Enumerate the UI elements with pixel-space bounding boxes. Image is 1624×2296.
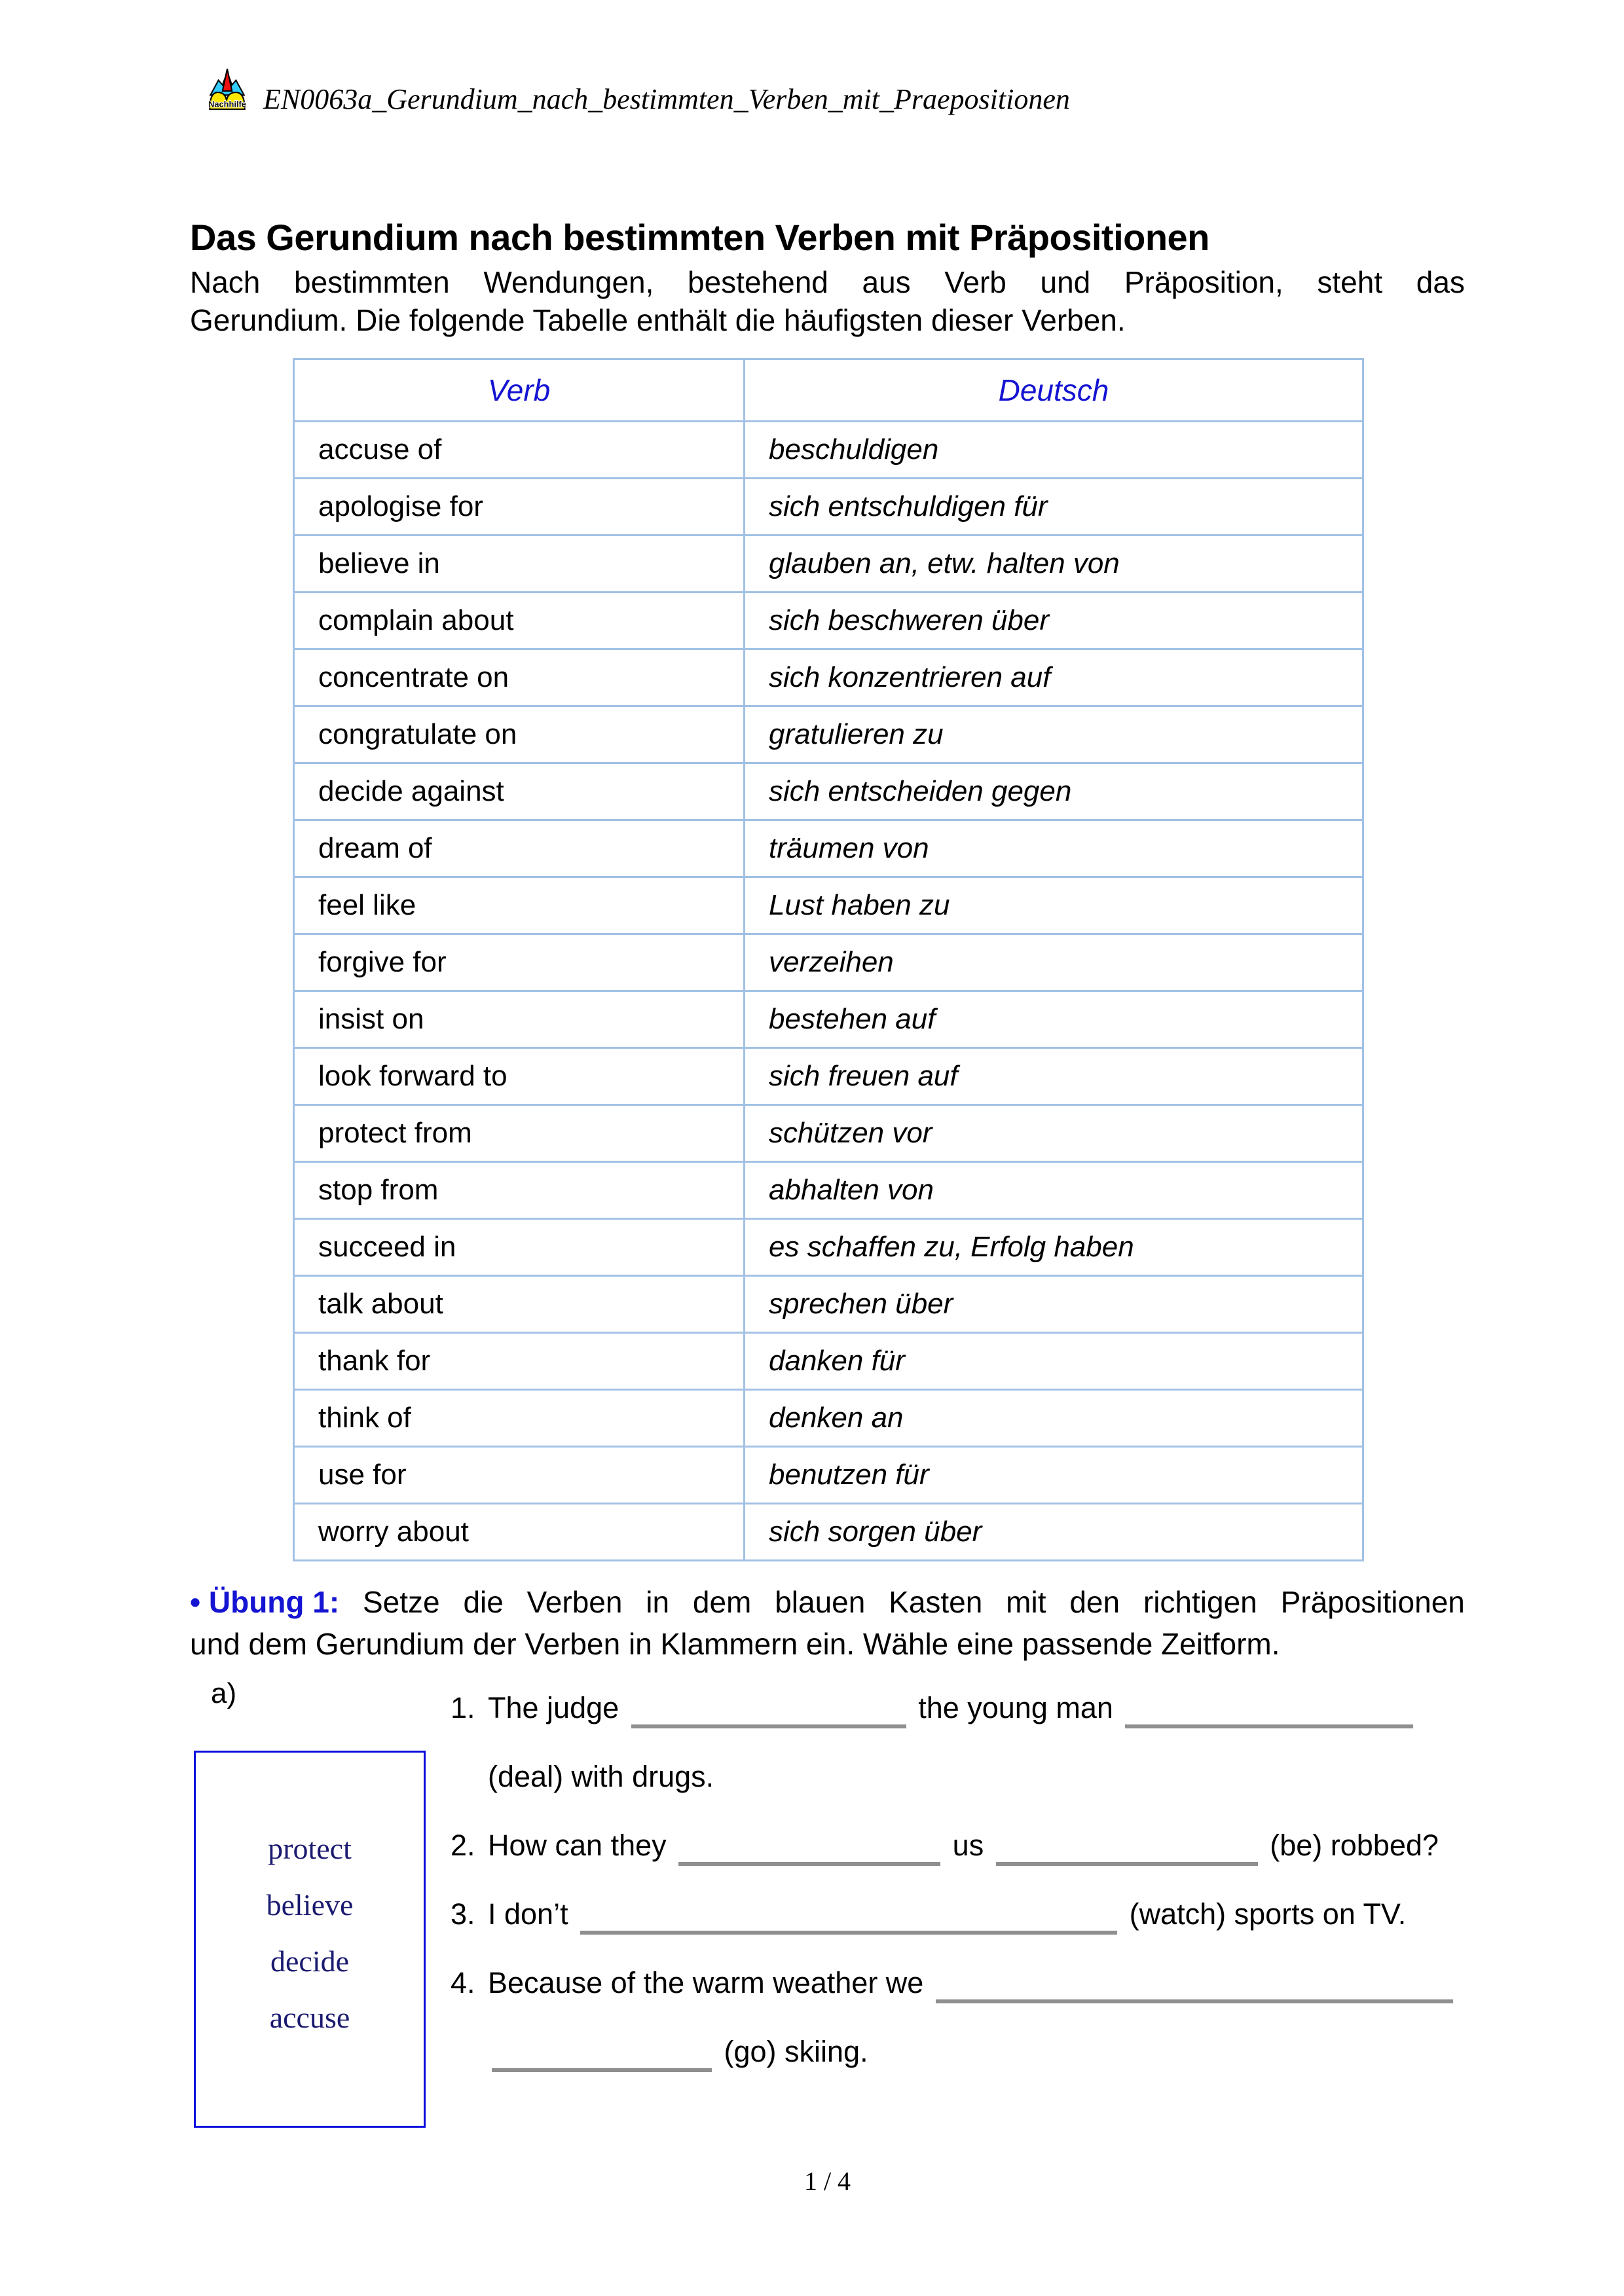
translation-cell: denken an	[745, 1390, 1363, 1447]
answer-blank	[631, 1724, 906, 1728]
item-number: 1.	[451, 1691, 475, 1724]
answer-blank	[492, 2068, 712, 2072]
table-row	[294, 592, 1363, 649]
exercise-line	[488, 2033, 1498, 2102]
verb-cell: use for	[294, 1447, 745, 1504]
word-box-item: accuse	[269, 2001, 350, 2034]
exercise-instruction-line1	[190, 1584, 1465, 1620]
verb-cell: decide against	[294, 763, 745, 820]
sentence-text: (go) skiing.	[724, 2035, 868, 2068]
exercise-title-label: • Übung 1:	[190, 1585, 340, 1619]
verb-cell: dream of	[294, 820, 745, 877]
instruction-word: Präpositionen	[1280, 1585, 1465, 1619]
exercise-instruction-line2: und dem Gerundium der Verben in Klammern ein. Wähle eine passende Zeitform.	[190, 1627, 1280, 1661]
instruction-word: dem	[692, 1585, 752, 1619]
translation-cell: sich entschuldigen für	[745, 479, 1363, 536]
table-header-row	[294, 359, 1363, 422]
instruction-word: den	[1069, 1585, 1120, 1619]
page-title: Das Gerundium nach bestimmten Verben mit Präpositionen	[190, 216, 1209, 258]
translation-cell: beschuldigen	[745, 422, 1363, 479]
logo-text: Nachhilfe	[208, 99, 246, 109]
translation-cell: danken für	[745, 1333, 1363, 1390]
sentence-text: (watch) sports on TV.	[1129, 1897, 1407, 1931]
intro-word: das	[1416, 265, 1465, 299]
word-box-item: decide	[270, 1944, 350, 1978]
verb-cell: think of	[294, 1390, 745, 1447]
table-row	[294, 991, 1363, 1048]
sentence-text: I don’t	[488, 1897, 568, 1931]
item-number: 2.	[451, 1829, 475, 1862]
verb-word-box	[194, 1751, 426, 2128]
exercise-line	[488, 1758, 1498, 1827]
sentence-text: (be) robbed?	[1270, 1829, 1439, 1862]
translation-cell: sich beschweren über	[745, 592, 1363, 649]
table-row	[294, 706, 1363, 763]
verb-cell: stop from	[294, 1162, 745, 1219]
instruction-word: mit	[1006, 1585, 1046, 1619]
intro-word: Verb	[944, 265, 1006, 299]
intro-word: Präposition,	[1124, 265, 1283, 299]
table-row	[294, 1219, 1363, 1276]
answer-blank	[936, 1999, 1453, 2003]
verb-cell: succeed in	[294, 1219, 745, 1276]
instruction-word: blauen	[775, 1585, 866, 1619]
word-box-item: protect	[268, 1832, 352, 1865]
verb-cell: insist on	[294, 991, 745, 1048]
table-row	[294, 820, 1363, 877]
column-header-verb: Verb	[294, 359, 745, 422]
table-row	[294, 649, 1363, 706]
verb-cell: complain about	[294, 592, 745, 649]
verb-cell: look forward to	[294, 1048, 745, 1105]
verb-cell: accuse of	[294, 422, 745, 479]
translation-cell: glauben an, etw. halten von	[745, 536, 1363, 592]
translation-cell: abhalten von	[745, 1162, 1363, 1219]
intro-word: steht	[1317, 265, 1383, 299]
table-row	[294, 1105, 1363, 1162]
word-box-item: believe	[266, 1888, 354, 1922]
translation-cell: Lust haben zu	[745, 877, 1363, 934]
translation-cell: sprechen über	[745, 1276, 1363, 1333]
answer-blank	[1125, 1724, 1413, 1728]
table-row	[294, 479, 1363, 536]
exercise-line	[451, 1964, 1498, 2033]
instruction-word: Setze	[363, 1585, 440, 1619]
intro-word: aus	[862, 265, 911, 299]
translation-cell: sich konzentrieren auf	[745, 649, 1363, 706]
intro-word: Wendungen,	[483, 265, 654, 299]
sentence-text: the young man	[918, 1691, 1113, 1724]
item-number: 4.	[451, 1966, 475, 1999]
translation-cell: bestehen auf	[745, 991, 1363, 1048]
verb-translation-table	[293, 358, 1364, 1561]
answer-blank	[678, 1862, 940, 1866]
table-row	[294, 1333, 1363, 1390]
table-row	[294, 1162, 1363, 1219]
table-row	[294, 1504, 1363, 1561]
table-row	[294, 1276, 1363, 1333]
sentence-text: us	[952, 1829, 984, 1862]
table-row	[294, 934, 1363, 991]
instruction-word: Verben	[526, 1585, 623, 1619]
table-row	[294, 1390, 1363, 1447]
intro-paragraph-line2: Gerundium. Die folgende Tabelle enthält die häufigsten dieser Verben.	[190, 303, 1126, 337]
gap-fill-exercise	[451, 1689, 1498, 2102]
page-number: 1 / 4	[803, 2166, 851, 2196]
intro-word: bestehend	[688, 265, 828, 299]
instruction-word: richtigen	[1143, 1585, 1257, 1619]
translation-cell: verzeihen	[745, 934, 1363, 991]
verb-cell: congratulate on	[294, 706, 745, 763]
verb-cell: thank for	[294, 1333, 745, 1390]
exercise-line	[451, 1689, 1498, 1758]
verb-cell: worry about	[294, 1504, 745, 1561]
table-row	[294, 422, 1363, 479]
translation-cell: schützen vor	[745, 1105, 1363, 1162]
translation-cell: sich freuen auf	[745, 1048, 1363, 1105]
verb-cell: forgive for	[294, 934, 745, 991]
intro-word: Nach	[190, 265, 261, 299]
exercise-line	[451, 1895, 1498, 1964]
instruction-word: in	[646, 1585, 670, 1619]
sentence-text: (deal) with drugs.	[488, 1760, 714, 1793]
sentence-text: The judge	[488, 1691, 619, 1724]
table-row	[294, 1048, 1363, 1105]
table-row	[294, 536, 1363, 592]
verb-cell: feel like	[294, 877, 745, 934]
table-row	[294, 877, 1363, 934]
sentence-text: How can they	[488, 1829, 667, 1862]
answer-blank	[580, 1931, 1117, 1935]
verb-cell: believe in	[294, 536, 745, 592]
item-number: 3.	[451, 1897, 475, 1931]
verb-cell: apologise for	[294, 479, 745, 536]
translation-cell: träumen von	[745, 820, 1363, 877]
translation-cell: sich sorgen über	[745, 1504, 1363, 1561]
verb-cell: talk about	[294, 1276, 745, 1333]
nachhilfe-logo	[207, 67, 248, 114]
table-row	[294, 1447, 1363, 1504]
intro-word: bestimmten	[294, 265, 450, 299]
exercise-line	[451, 1827, 1498, 1895]
answer-blank	[996, 1862, 1258, 1866]
verb-cell: concentrate on	[294, 649, 745, 706]
translation-cell: sich entscheiden gegen	[745, 763, 1363, 820]
translation-cell: benutzen für	[745, 1447, 1363, 1504]
instruction-word: die	[463, 1585, 504, 1619]
document-filename: EN0063a_Gerundium_nach_bestimmten_Verben_mit_Praepositionen	[263, 83, 1070, 115]
intro-paragraph-line1	[190, 264, 1465, 300]
part-a-label: a)	[211, 1677, 237, 1709]
translation-cell: es schaffen zu, Erfolg haben	[745, 1219, 1363, 1276]
verb-cell: protect from	[294, 1105, 745, 1162]
table-row	[294, 763, 1363, 820]
instruction-word: Kasten	[889, 1585, 983, 1619]
translation-cell: gratulieren zu	[745, 706, 1363, 763]
sentence-text: Because of the warm weather we	[488, 1966, 924, 1999]
intro-word: und	[1040, 265, 1091, 299]
column-header-deutsch: Deutsch	[745, 359, 1363, 422]
